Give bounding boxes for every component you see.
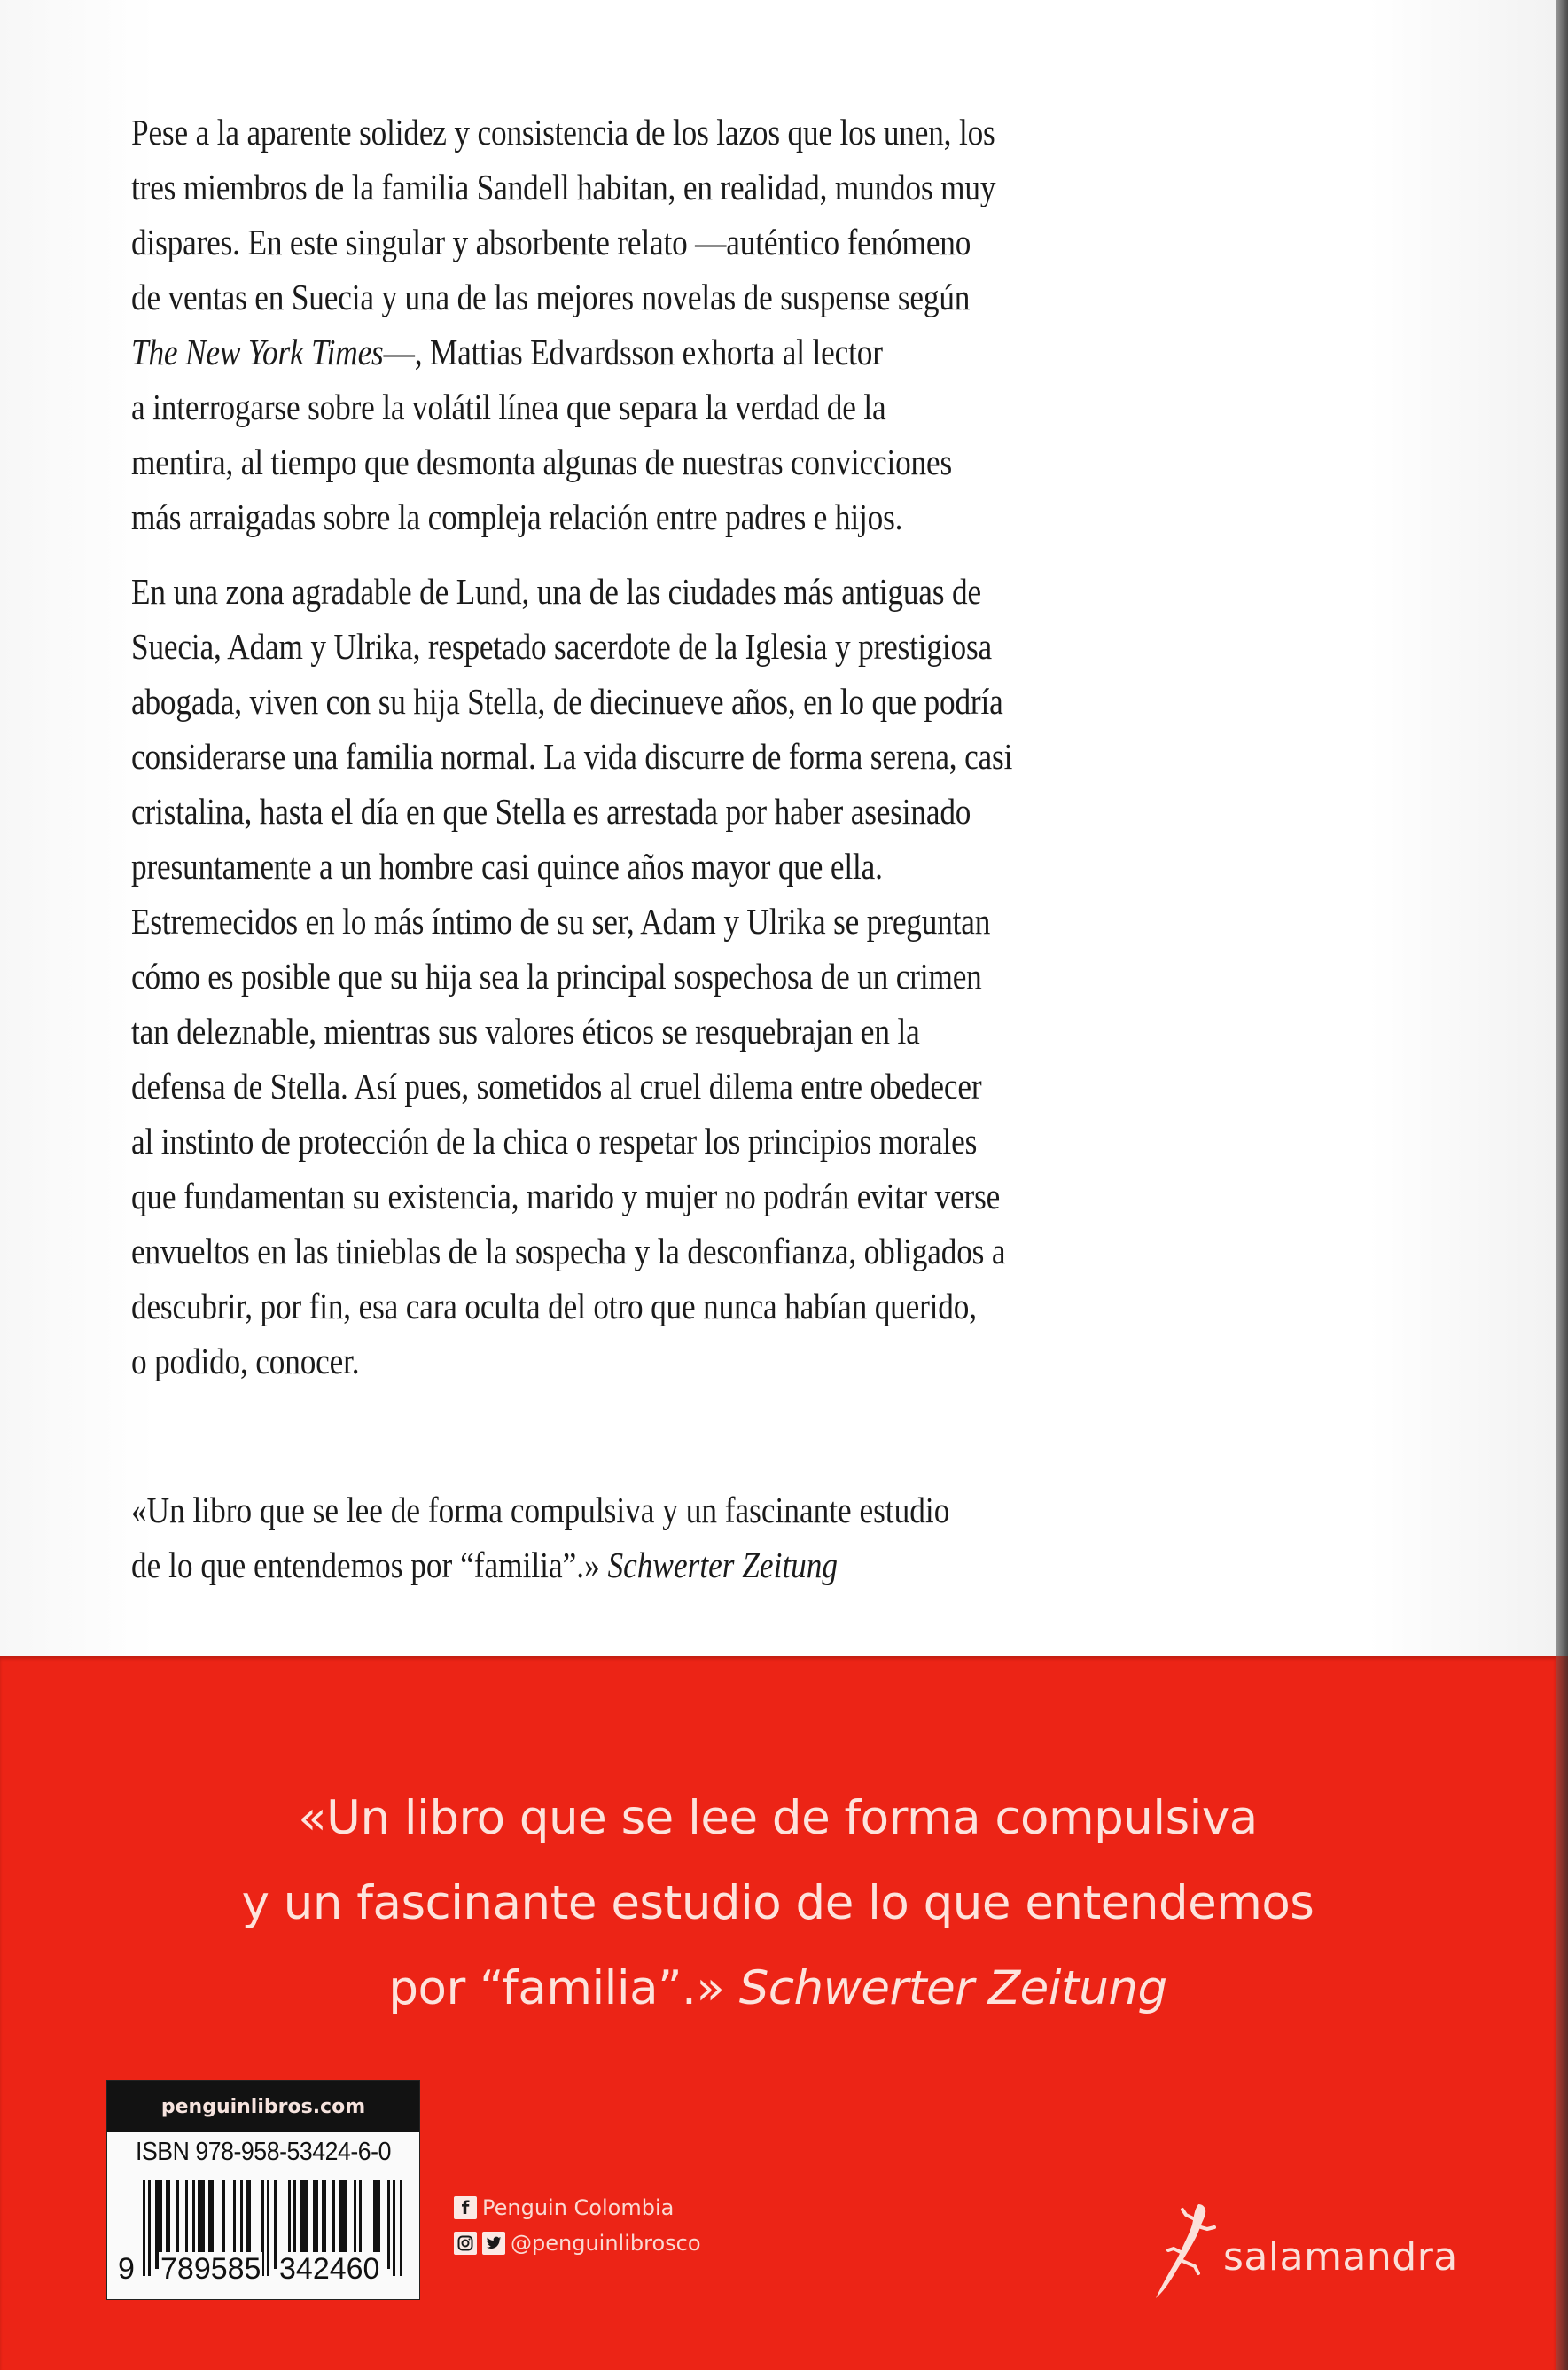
instagram-twitter-link (454, 2227, 701, 2259)
text-line: En una zona agradable de Lund, una de las ciudades más antiguas de (131, 571, 981, 612)
text-line: mentira, al tiempo que desmonta algunas de nuestras convicciones (131, 442, 953, 482)
barcode-label (106, 2080, 420, 2300)
barcode-digits-right: 342460 (279, 2252, 380, 2286)
text-line: defensa de Stella. Así pues, sometidos al cruel dilema entre obedecer (131, 1066, 982, 1107)
quote-text: por “familia”.» (388, 1961, 725, 2015)
press-quote (131, 1482, 1275, 1592)
quote-line: «Un libro que se lee de forma compulsiva y un fascinante estudio (131, 1490, 950, 1530)
instagram-icon (454, 2232, 477, 2255)
text-line: dispares. En este singular y absorbente relato —auténtico fenómeno (131, 222, 971, 262)
red-band (0, 1656, 1556, 2370)
quote-source: Schwerter Zeitung (738, 1961, 1167, 2015)
text-line: cómo es posible que su hija sea la principal sospechosa de un crimen (131, 956, 982, 997)
text-line (131, 325, 1275, 379)
text-line: cristalina, hasta el día en que Stella es arrestada por haber asesinado (131, 791, 971, 832)
red-band-quote (0, 1776, 1556, 2031)
text-line: tres miembros de la familia Sandell habitan, en realidad, mundos muy (131, 167, 996, 207)
text-line: Estremecidos en lo más íntimo de su ser, Adam y Ulrika se preguntan (131, 901, 991, 942)
text-fragment: —, Mattias Edvardsson exhorta al lector (383, 332, 883, 372)
facebook-link (454, 2192, 701, 2224)
text-line: más arraigadas sobre la compleja relación entre padres e hijos. (131, 497, 903, 537)
text-line: a interrogarse sobre la volátil línea que separa la verdad de la (131, 387, 886, 427)
cover-edge-red (1556, 1656, 1568, 2370)
synopsis-paragraph-1 (131, 105, 1275, 544)
text-line: de ventas en Suecia y una de las mejores novelas de suspense según (131, 277, 971, 317)
quote-line (131, 1537, 1275, 1592)
text-line: o podido, conocer. (131, 1341, 360, 1381)
text-line: descubrir, por fin, esa cara oculta del otro que nunca habían querido, (131, 1286, 977, 1326)
publisher-website: penguinlibros.com (107, 2081, 419, 2132)
text-line: presuntamente a un hombre casi quince años mayor que ella. (131, 846, 883, 887)
text-line: envueltos en las tinieblas de la sospecha y la desconfianza, obligados a (131, 1231, 1006, 1271)
quote-line (0, 1946, 1556, 2031)
quote-source: Schwerter Zeitung (607, 1545, 839, 1585)
social-handle: @penguinlibrosco (511, 2231, 701, 2256)
text-line: Pese a la aparente solidez y consistencia de los lazos que los unen, los (131, 112, 995, 153)
isbn-text: ISBN 978-958-53424-6-0 (135, 2138, 391, 2166)
quote-line: «Un libro que se lee de forma compulsiva (298, 1791, 1258, 1845)
barcode-digit-first: 9 (118, 2252, 135, 2286)
synopsis (131, 105, 1275, 1408)
synopsis-paragraph-2 (131, 564, 1275, 1388)
twitter-icon (482, 2232, 505, 2255)
quote-line: y un fascinante estudio de lo que entendemos (241, 1876, 1314, 1930)
text-line: abogada, viven con su hija Stella, de diecinueve años, en lo que podría (131, 681, 1003, 722)
facebook-label: Penguin Colombia (482, 2195, 675, 2220)
facebook-icon: f (454, 2196, 477, 2219)
text-line: al instinto de protección de la chica o respetar los principios morales (131, 1121, 978, 1162)
barcode-digits-left: 789585 (160, 2252, 261, 2286)
social-links (454, 2192, 701, 2263)
publisher-name: salamandra (1223, 2234, 1458, 2280)
newspaper-title: The New York Times (131, 332, 384, 372)
quote-text: de lo que entendemos por “familia”.» (131, 1545, 600, 1585)
text-line: Suecia, Adam y Ulrika, respetado sacerdote de la Iglesia y prestigiosa (131, 626, 992, 667)
text-line: considerarse una familia normal. La vida discurre de forma serena, casi (131, 736, 1013, 777)
text-line: que fundamentan su existencia, marido y mujer no podrán evitar verse (131, 1176, 1001, 1216)
text-line: tan deleznable, mientras sus valores éticos se resquebrajan en la (131, 1011, 920, 1052)
